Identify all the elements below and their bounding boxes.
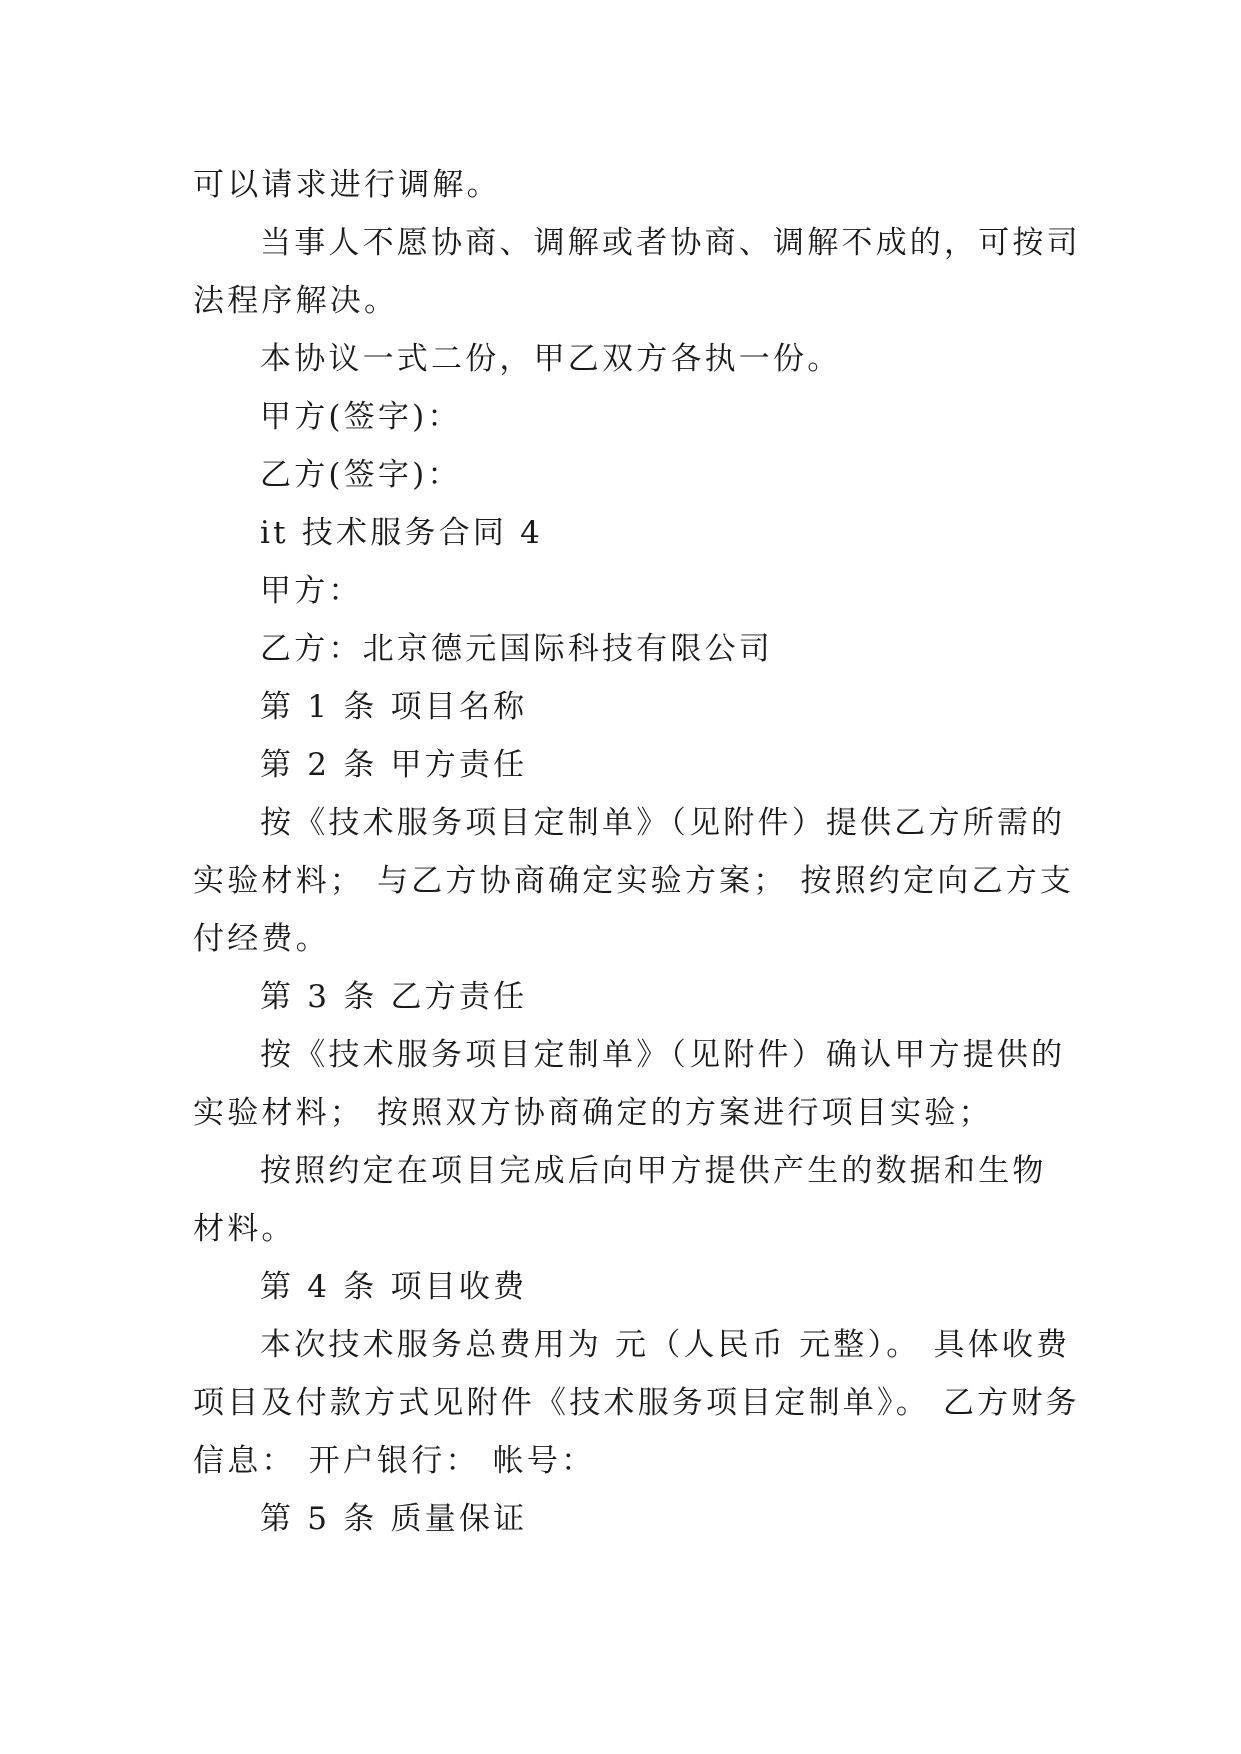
text-line: 付经费。 [193,921,330,957]
text-line: 按《技术服务项目定制单》（见附件）确认甲方提供的 [260,1037,1066,1073]
text-line: 项目及付款方式见附件《技术服务项目定制单》。 乙方财务 [193,1385,1080,1421]
article-heading: 第 4 条 项目收费 [260,1269,528,1305]
text-line: 按《技术服务项目定制单》（见附件）提供乙方所需的 [260,805,1066,841]
signature-line-party-a: 甲方(签字)： [260,399,462,435]
article-heading: 第 5 条 质量保证 [260,1501,528,1537]
text-line: 实验材料； 与乙方协商确定实验方案； 按照约定向乙方支 [193,863,1075,899]
text-line: 本次技术服务总费用为 元（人民币 元整）。 具体收费 [260,1327,1071,1363]
text-line: 法程序解决。 [193,283,399,319]
party-b-line: 乙方：北京德元国际科技有限公司 [260,631,773,667]
text-line: 材料。 [193,1211,296,1247]
text-line: 信息： 开户银行： 帐号： [193,1443,596,1479]
text-line: 按照约定在项目完成后向甲方提供产生的数据和生物 [260,1153,1047,1189]
signature-line-party-b: 乙方(签字)： [260,457,462,493]
text-line: 可以请求进行调解。 [193,167,501,203]
article-heading: 第 3 条 乙方责任 [260,979,528,1015]
text-line: 实验材料； 按照双方协商确定的方案进行项目实验； [193,1095,993,1131]
text-line: 当事人不愿协商、调解或者协商、调解不成的，可按司 [260,225,1081,261]
text-line: 本协议一式二份，甲乙双方各执一份。 [260,341,842,377]
article-heading: 第 1 条 项目名称 [260,689,528,725]
party-a-line: 甲方： [260,573,363,609]
article-heading: 第 2 条 甲方责任 [260,747,528,783]
contract-title: it 技术服务合同 4 [260,515,544,551]
